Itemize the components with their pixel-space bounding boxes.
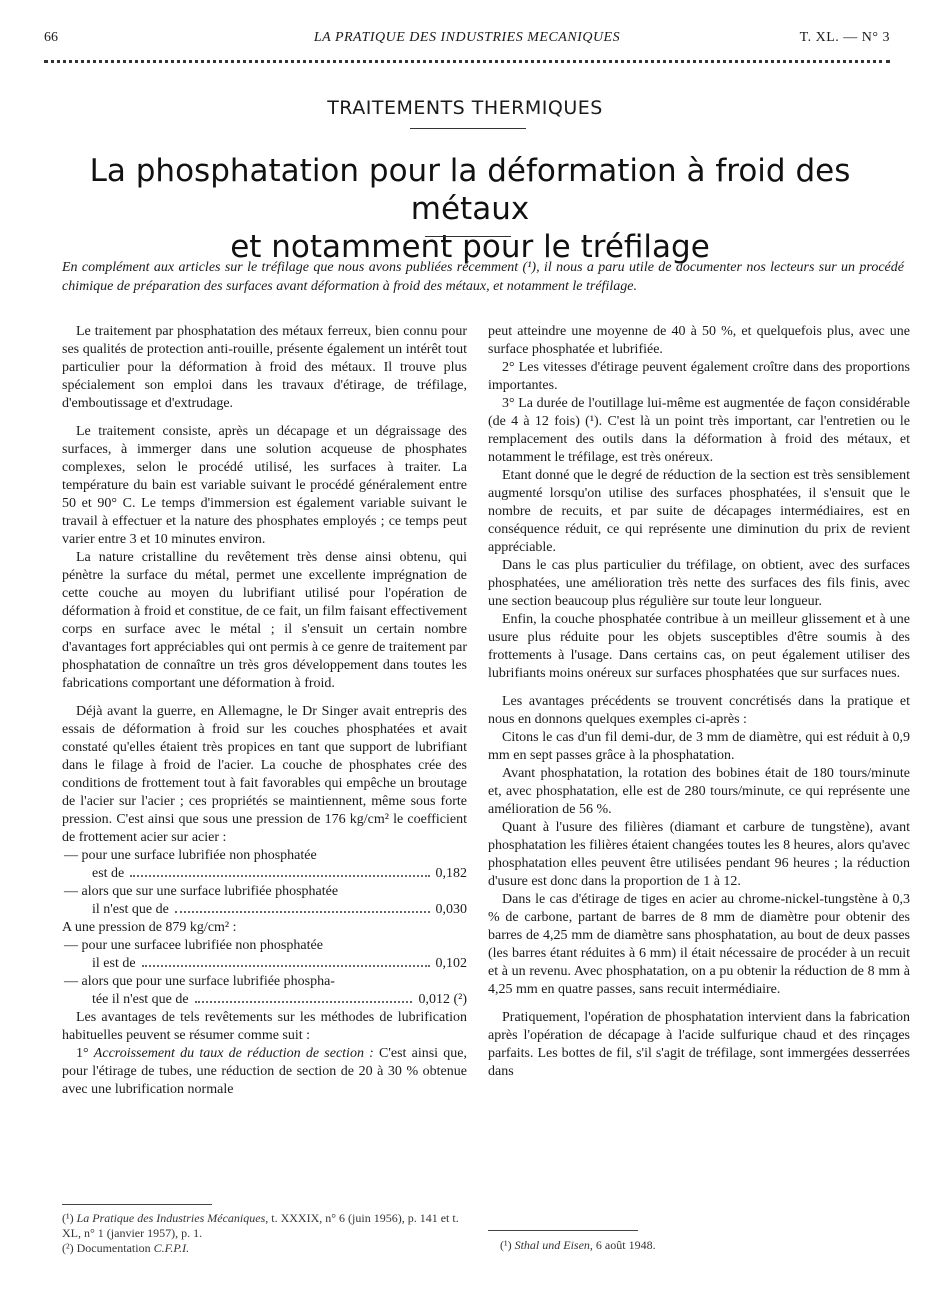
heading-rule xyxy=(410,128,526,129)
running-header xyxy=(44,30,890,50)
footnote-mark: (¹) xyxy=(62,1211,77,1225)
paragraph: Le traitement consiste, après un décapage et un dégraissage des surfaces, à immerger dans une solution acqueuse de phosphates complexes, selon le procédé utilisé, les surfaces à traiter. La température du bain est variable suivant le procédé généralement entre 50 et 90° C. Le temps d'immersion est également variable suivant le travail à effectuer et la nature des phosphates employés ; ce temps peut varier entre 3 et 10 minutes environ. xyxy=(62,424,467,547)
footnote-rule xyxy=(62,1204,212,1205)
paragraph xyxy=(62,1045,467,1099)
left-column xyxy=(62,323,467,1099)
list-item: — pour une surface lubrifiée non phosphatée xyxy=(64,848,317,863)
issue-number: T. XL. — N° 3 xyxy=(799,30,890,45)
paragraph: peut atteindre une moyenne de 40 à 50 %, et quelquefois plus, avec une surface phosphatée et lubrifiée. xyxy=(488,324,910,357)
list-item-value-row xyxy=(62,991,467,1009)
leader-dots xyxy=(175,911,430,913)
footnote-mark: (²) Documentation xyxy=(62,1241,154,1255)
footnote xyxy=(62,1241,467,1256)
footnote-citation: La Pratique des Industries Mécaniques xyxy=(76,1211,266,1225)
paragraph: 2° Les vitesses d'étirage peuvent également croître dans des proportions importantes. xyxy=(488,360,910,393)
list-item-label: il est de xyxy=(92,956,136,971)
list-item-value-row xyxy=(62,865,467,883)
paragraph: Les avantages précédents se trouvent concrétisés dans la pratique et nous en donnons quelques exemples ci-après : xyxy=(488,694,910,727)
leader-dots xyxy=(142,965,430,967)
paragraph: Citons le cas d'un fil demi-dur, de 3 mm de diamètre, qui est réduit à 0,9 mm en sept passes grâce à la phosphatation. xyxy=(488,730,910,763)
footnote xyxy=(500,1238,910,1253)
paragraph: Dans le cas d'étirage de tiges en acier au chrome-nickel-tungstène à 0,3 % de carbone, partant de barres de 8 mm de diamètre pour obtenir des barres de 4,25 mm de diamètre sans phosphatation, au bout de deux passes (les barres étant réduites à 6 mm) il était nécessaire de procéder à un recuit et à un revenu. Avec phosphatation, on a pu obtenir la réduction de 8 mm à 4,25 mm en quatre passes, sans recuit intermédiaire. xyxy=(488,892,910,997)
paragraph: Dans le cas plus particulier du tréfilage, on obtient, avec des surfaces phosphatées, une amélioration très nette des surfaces des fils finis, avec une section beaucoup plus régulière sur toute leur longueur. xyxy=(488,558,910,609)
paragraph: La nature cristalline du revêtement très dense ainsi obtenu, qui pénètre la surface du métal, permet une excellente imprégnation de cette couche au moyen du lubrifiant utilisé pour l'opération de déformation à froid et constitue, de ce fait, un film faisant effectivement corps en surface avec le métal ; il s'ensuit un certain nombre d'avantages fort appréciables qui ont permis à ce genre de traitement par phosphatation de connaître un très gros développement dans toutes les fabrications comportant une déformation à froid. xyxy=(62,550,467,691)
paragraph: Etant donné que le degré de réduction de la section est très sensiblement augmenté lorsqu'on utilise des surfaces phosphatées, il s'ensuit que le nombre de recuits, et par suite de décapages intermédiaires, est en conséquence réduit, ce qui représente une diminution du prix de revient appréciable. xyxy=(488,468,910,555)
footnote-mark: (¹) xyxy=(500,1238,515,1252)
emphasis: Accroissement du taux de réduction de section : xyxy=(93,1046,374,1061)
paragraph: Déjà avant la guerre, en Allemagne, le Dr Singer avait entrepris des essais de déformation à froid sur les couches phosphatées et avait constaté qu'elles étaient très propices en tant que support de lubrifiant dans le filage à froid de l'acier. La couche de phosphates crée des conditions de frottement tout à fait favorables qui empêche un broutage de l'acier sur l'acier ; ces propriétés se maintiennent, même sous forte pression. C'est ainsi que sous une pression de 176 kg/cm² le coefficient de frottement acier sur acier : xyxy=(62,704,467,845)
article-title xyxy=(30,152,910,266)
page-number: 66 xyxy=(44,30,58,45)
list-item-value-row xyxy=(62,901,467,919)
footnote-text: , t. XXXIX, n° 6 (juin 1956), p. 141 et t. XL, n° 1 (janvier 1957), p. 1. xyxy=(62,1211,459,1240)
list-item-label: il n'est que de xyxy=(92,902,169,917)
article-intro: En complément aux articles sur le tréfilage que nous avons publiées récemment (¹), il nous a paru utile de documenter nos lecteurs sur un procédé chimique de préparation des surfaces avant déformation à froid des métaux, et notamment le tréfilage. xyxy=(62,260,904,294)
right-column xyxy=(488,323,910,1081)
footnote-citation: Sthal und Eisen xyxy=(514,1238,590,1252)
paragraph: Enfin, la couche phosphatée contribue à un meilleur glissement et à une usure plus réduite pour les objets susceptibles d'être soumis à des frottements à l'usage. Dans certains cas, on peut également utiliser des lubrifiants moins onéreux sur surfaces phosphatées que sur surfaces nues. xyxy=(488,612,910,681)
journal-title: LA PRATIQUE DES INDUSTRIES MECANIQUES xyxy=(313,30,621,45)
item-number: 1° xyxy=(76,1046,94,1061)
paragraph: Le traitement par phosphatation des métaux ferreux, bien connu pour ses qualités de protection anti-rouille, présente également un intérêt tout particulier pour la déformation à froid des métaux. Il trouve plus spécialement son emploi dans les travaux d'étirage, de tréfilage, d'emboutissage et d'extrudage. xyxy=(62,324,467,411)
footnote-rule xyxy=(488,1230,638,1231)
list-item: — pour une surfacee lubrifiée non phosphatée xyxy=(64,938,323,953)
title-line-2: et notamment pour le tréfilage xyxy=(230,229,710,265)
title-line-1: La phosphatation pour la déformation à froid des métaux xyxy=(89,153,851,227)
section-heading: TRAITEMENTS THERMIQUES xyxy=(327,97,603,119)
list-item: — alors que pour une surface lubrifiée phospha- xyxy=(64,974,335,989)
footnote-text: , 6 août 1948. xyxy=(589,1238,656,1252)
footnotes-right xyxy=(500,1238,910,1253)
footnotes-left xyxy=(62,1211,467,1256)
coefficient-value: 0,030 xyxy=(435,902,467,917)
list-item-label: est de xyxy=(92,866,125,881)
paragraph: 3° La durée de l'outillage lui-même est augmentée de façon considérable (de 4 à 12 fois) (¹). C'est là un point très important, car l'entretien ou le remplacement des outils dans la déformation à froid des métaux, et notamment le tréfilage, est très onéreux. xyxy=(488,396,910,465)
paragraph: A une pression de 879 kg/cm² : xyxy=(62,920,237,935)
coefficient-value: 0,102 xyxy=(435,956,467,971)
coefficient-value: 0,012 (²) xyxy=(418,992,467,1007)
dotted-separator xyxy=(44,60,890,63)
list-item: — alors que sur une surface lubrifiée phosphatée xyxy=(64,884,339,899)
leader-dots xyxy=(195,1001,413,1003)
coefficient-value: 0,182 xyxy=(435,866,467,881)
footnote xyxy=(62,1211,467,1241)
list-item-value-row xyxy=(62,955,467,973)
leader-dots xyxy=(130,875,429,877)
paragraph: Avant phosphatation, la rotation des bobines était de 180 tours/minute et, avec phosphatation, elle est de 280 tours/minute, ce qui représente une amélioration de 56 %. xyxy=(488,766,910,817)
paragraph: Les avantages de tels revêtements sur les méthodes de lubrification habituelles peuvent se résumer comme suit : xyxy=(62,1010,467,1043)
paragraph-text: C'est ainsi que, pour l'étirage de tubes, une réduction de section de 20 à 30 % obtenue avec une lubrification normale xyxy=(62,1046,467,1097)
paragraph: Pratiquement, l'opération de phosphatation intervient dans la fabrication après l'opération de décapage à l'acide sulfurique chaud et des rinçages parfaits. Les bottes de fil, s'il s'agit de tréfilage, sont immergées desserrées dans xyxy=(488,1010,910,1079)
footnote-citation: C.F.P.I. xyxy=(153,1241,190,1255)
title-rule xyxy=(425,236,511,237)
paragraph: Quant à l'usure des filières (diamant et carbure de tungstène), avant phosphatation les filières étaient changées toutes les 8 heures, alors qu'avec phosphatation elles peuvent être utilisées pendant 96 heures ; la réduction d'usure est donc dans la proportion de 1 à 12. xyxy=(488,820,910,889)
list-item-label: tée il n'est que de xyxy=(92,992,189,1007)
